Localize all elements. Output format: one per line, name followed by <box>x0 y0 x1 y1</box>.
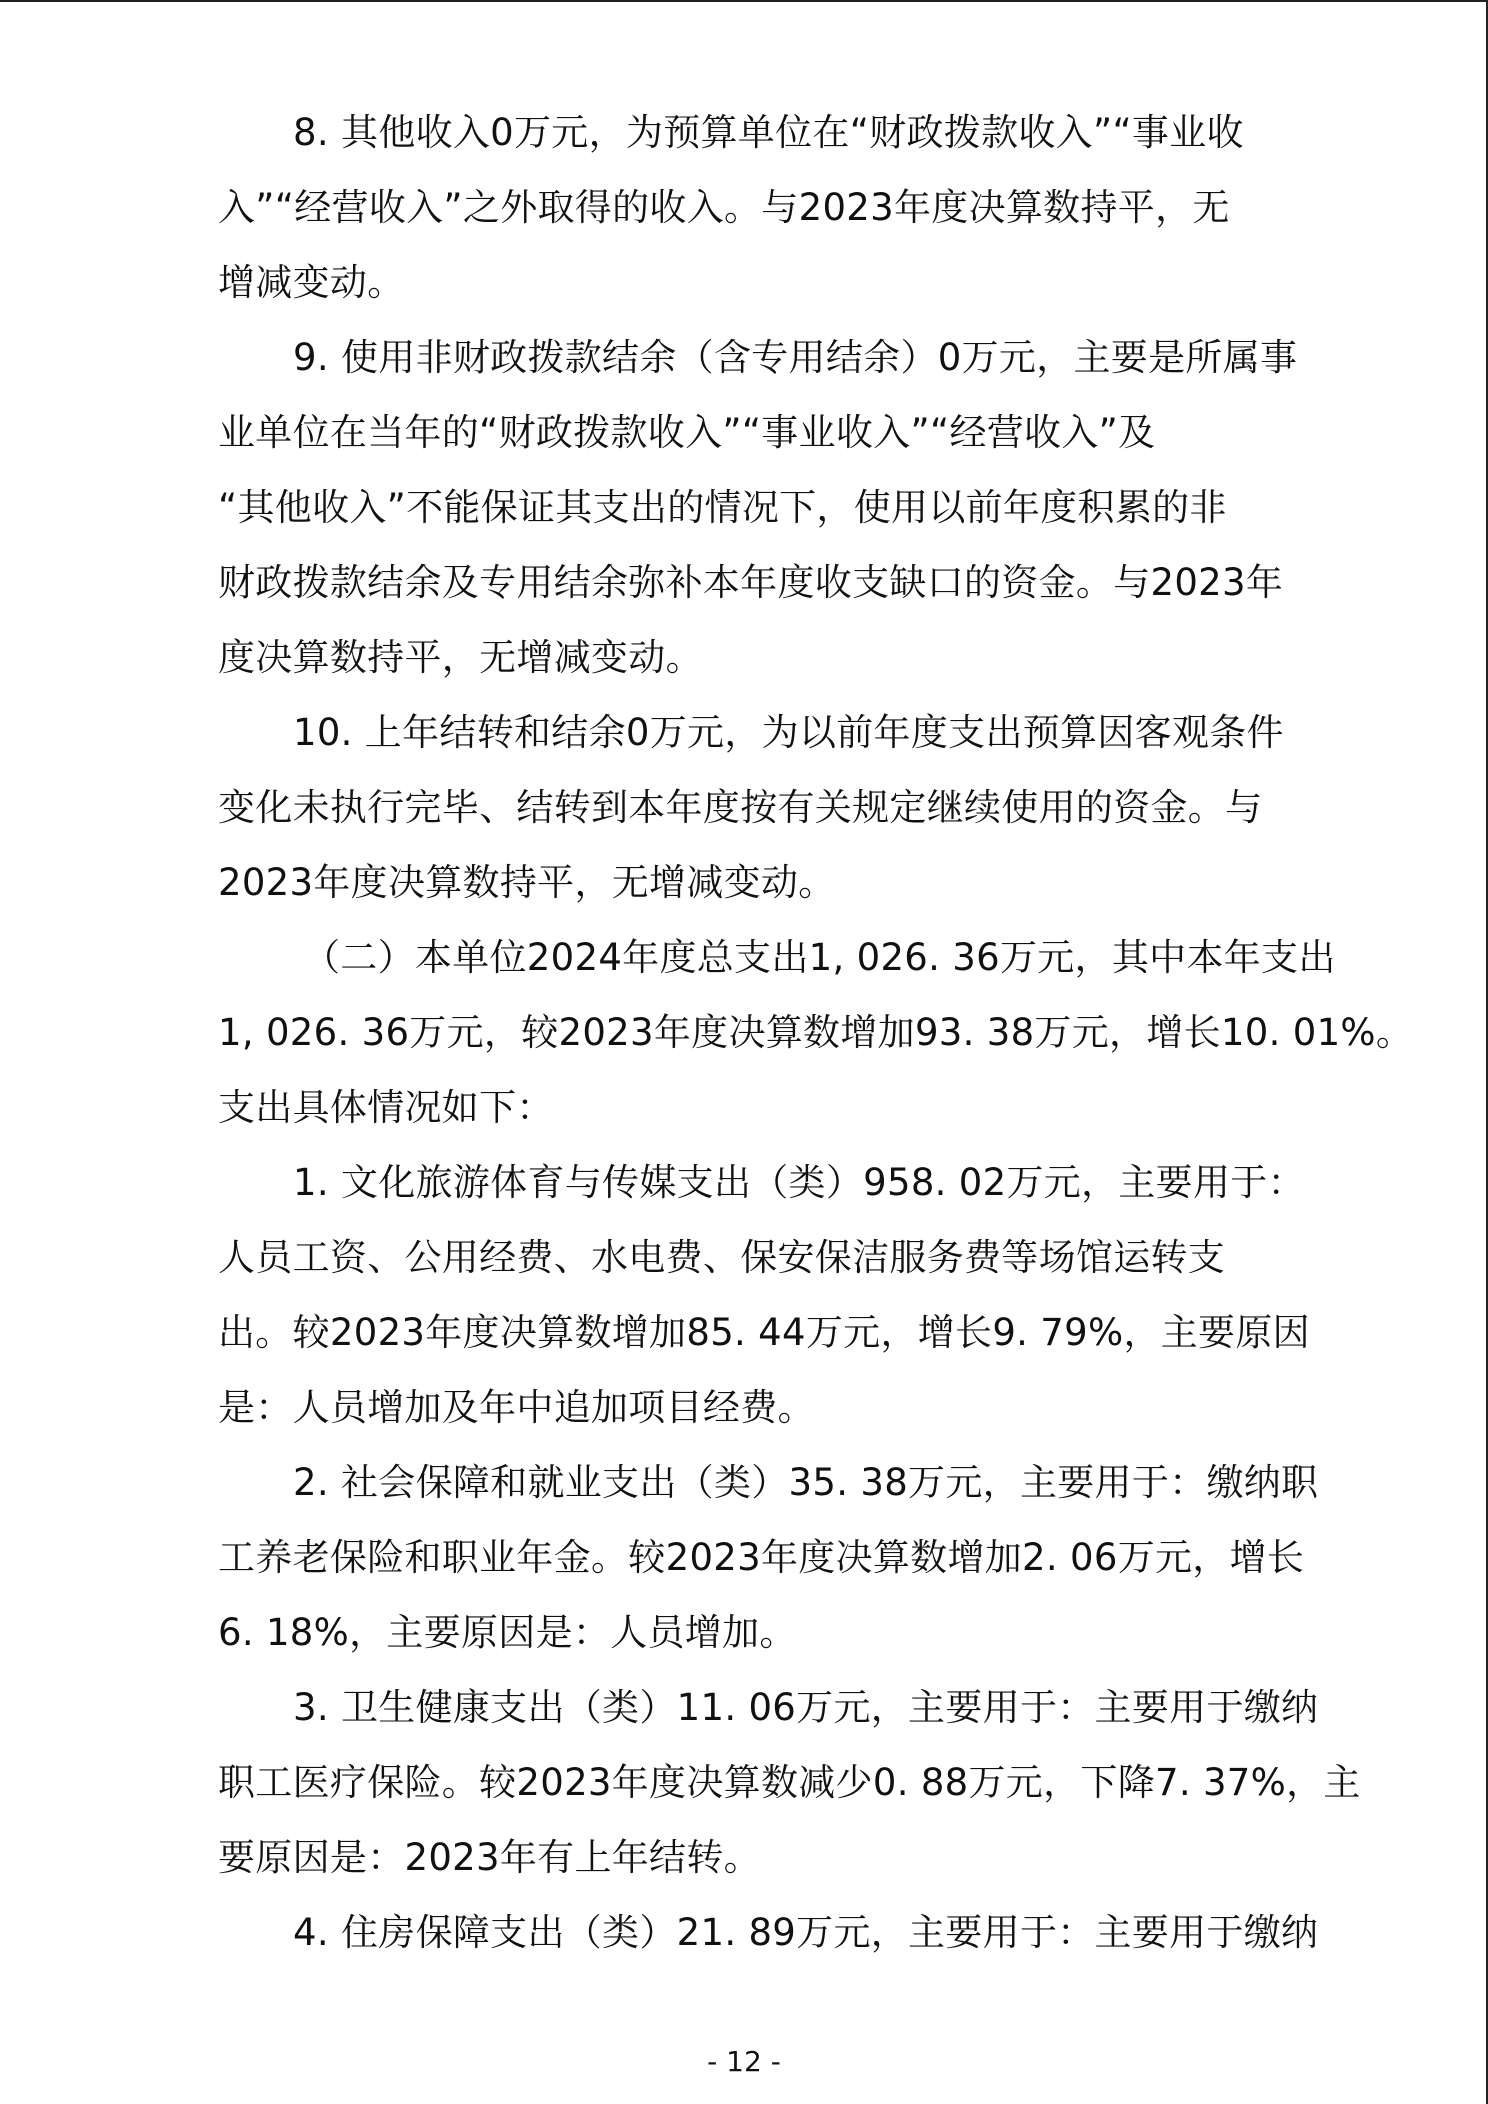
paragraph-line: 出。较2023年度决算数增加85. 44万元，增长9. 79%，主要原因 <box>218 1311 1310 1354</box>
paragraph-line: “其他收入”不能保证其支出的情况下，使用以前年度积累的非 <box>218 486 1227 529</box>
paragraph-line: 8. 其他收入0万元，为预算单位在“财政拨款收入”“事业收 <box>293 111 1244 154</box>
section-heading-line: （二）本单位2024年度总支出1, 026. 36万元，其中本年支出 <box>303 936 1336 979</box>
document-body <box>218 95 1414 1970</box>
paragraph-line: 1, 026. 36万元，较2023年度决算数增加93. 38万元，增长10. 01%。 <box>218 1011 1414 1054</box>
paragraph-line: 业单位在当年的“财政拨款收入”“事业收入”“经营收入”及 <box>218 411 1156 454</box>
page-top-border <box>0 0 1488 2</box>
paragraph-line: 1. 文化旅游体育与传媒支出（类）958. 02万元，主要用于： <box>293 1161 1305 1204</box>
paragraph-line: 6. 18%，主要原因是：人员增加。 <box>218 1611 797 1654</box>
paragraph-line: 财政拨款结余及专用结余弥补本年度收支缺口的资金。与2023年 <box>218 561 1284 604</box>
paragraph-line: 4. 住房保障支出（类）21. 89万元，主要用于：主要用于缴纳 <box>293 1911 1319 1954</box>
paragraph-line: 10. 上年结转和结余0万元，为以前年度支出预算因客观条件 <box>293 711 1284 754</box>
page-number: - 12 - <box>707 2045 781 2078</box>
paragraph-line: 工养老保险和职业年金。较2023年度决算数增加2. 06万元，增长 <box>218 1536 1305 1579</box>
paragraph-line: 支出具体情况如下： <box>218 1086 554 1129</box>
paragraph-line: 职工医疗保险。较2023年度决算数减少0. 88万元，下降7. 37%，主 <box>218 1761 1361 1804</box>
paragraph-line: 2023年度决算数持平，无增减变动。 <box>218 861 836 904</box>
paragraph-line: 度决算数持平，无增减变动。 <box>218 636 703 679</box>
paragraph-line: 入”“经营收入”之外取得的收入。与2023年度决算数持平，无 <box>218 186 1230 229</box>
paragraph-line: 要原因是：2023年有上年结转。 <box>218 1836 761 1879</box>
paragraph-line: 变化未执行完毕、结转到本年度按有关规定继续使用的资金。与 <box>218 786 1263 829</box>
paragraph-line: 9. 使用非财政拨款结余（含专用结余）0万元，主要是所属事 <box>293 336 1298 379</box>
paragraph-line: 增减变动。 <box>218 261 405 304</box>
paragraph-line: 3. 卫生健康支出（类）11. 06万元，主要用于：主要用于缴纳 <box>293 1686 1319 1729</box>
paragraph-line: 2. 社会保障和就业支出（类）35. 38万元，主要用于：缴纳职 <box>293 1461 1319 1504</box>
paragraph-line: 是：人员增加及年中追加项目经费。 <box>218 1386 815 1429</box>
paragraph-line: 人员工资、公用经费、水电费、保安保洁服务费等场馆运转支 <box>218 1236 1226 1279</box>
